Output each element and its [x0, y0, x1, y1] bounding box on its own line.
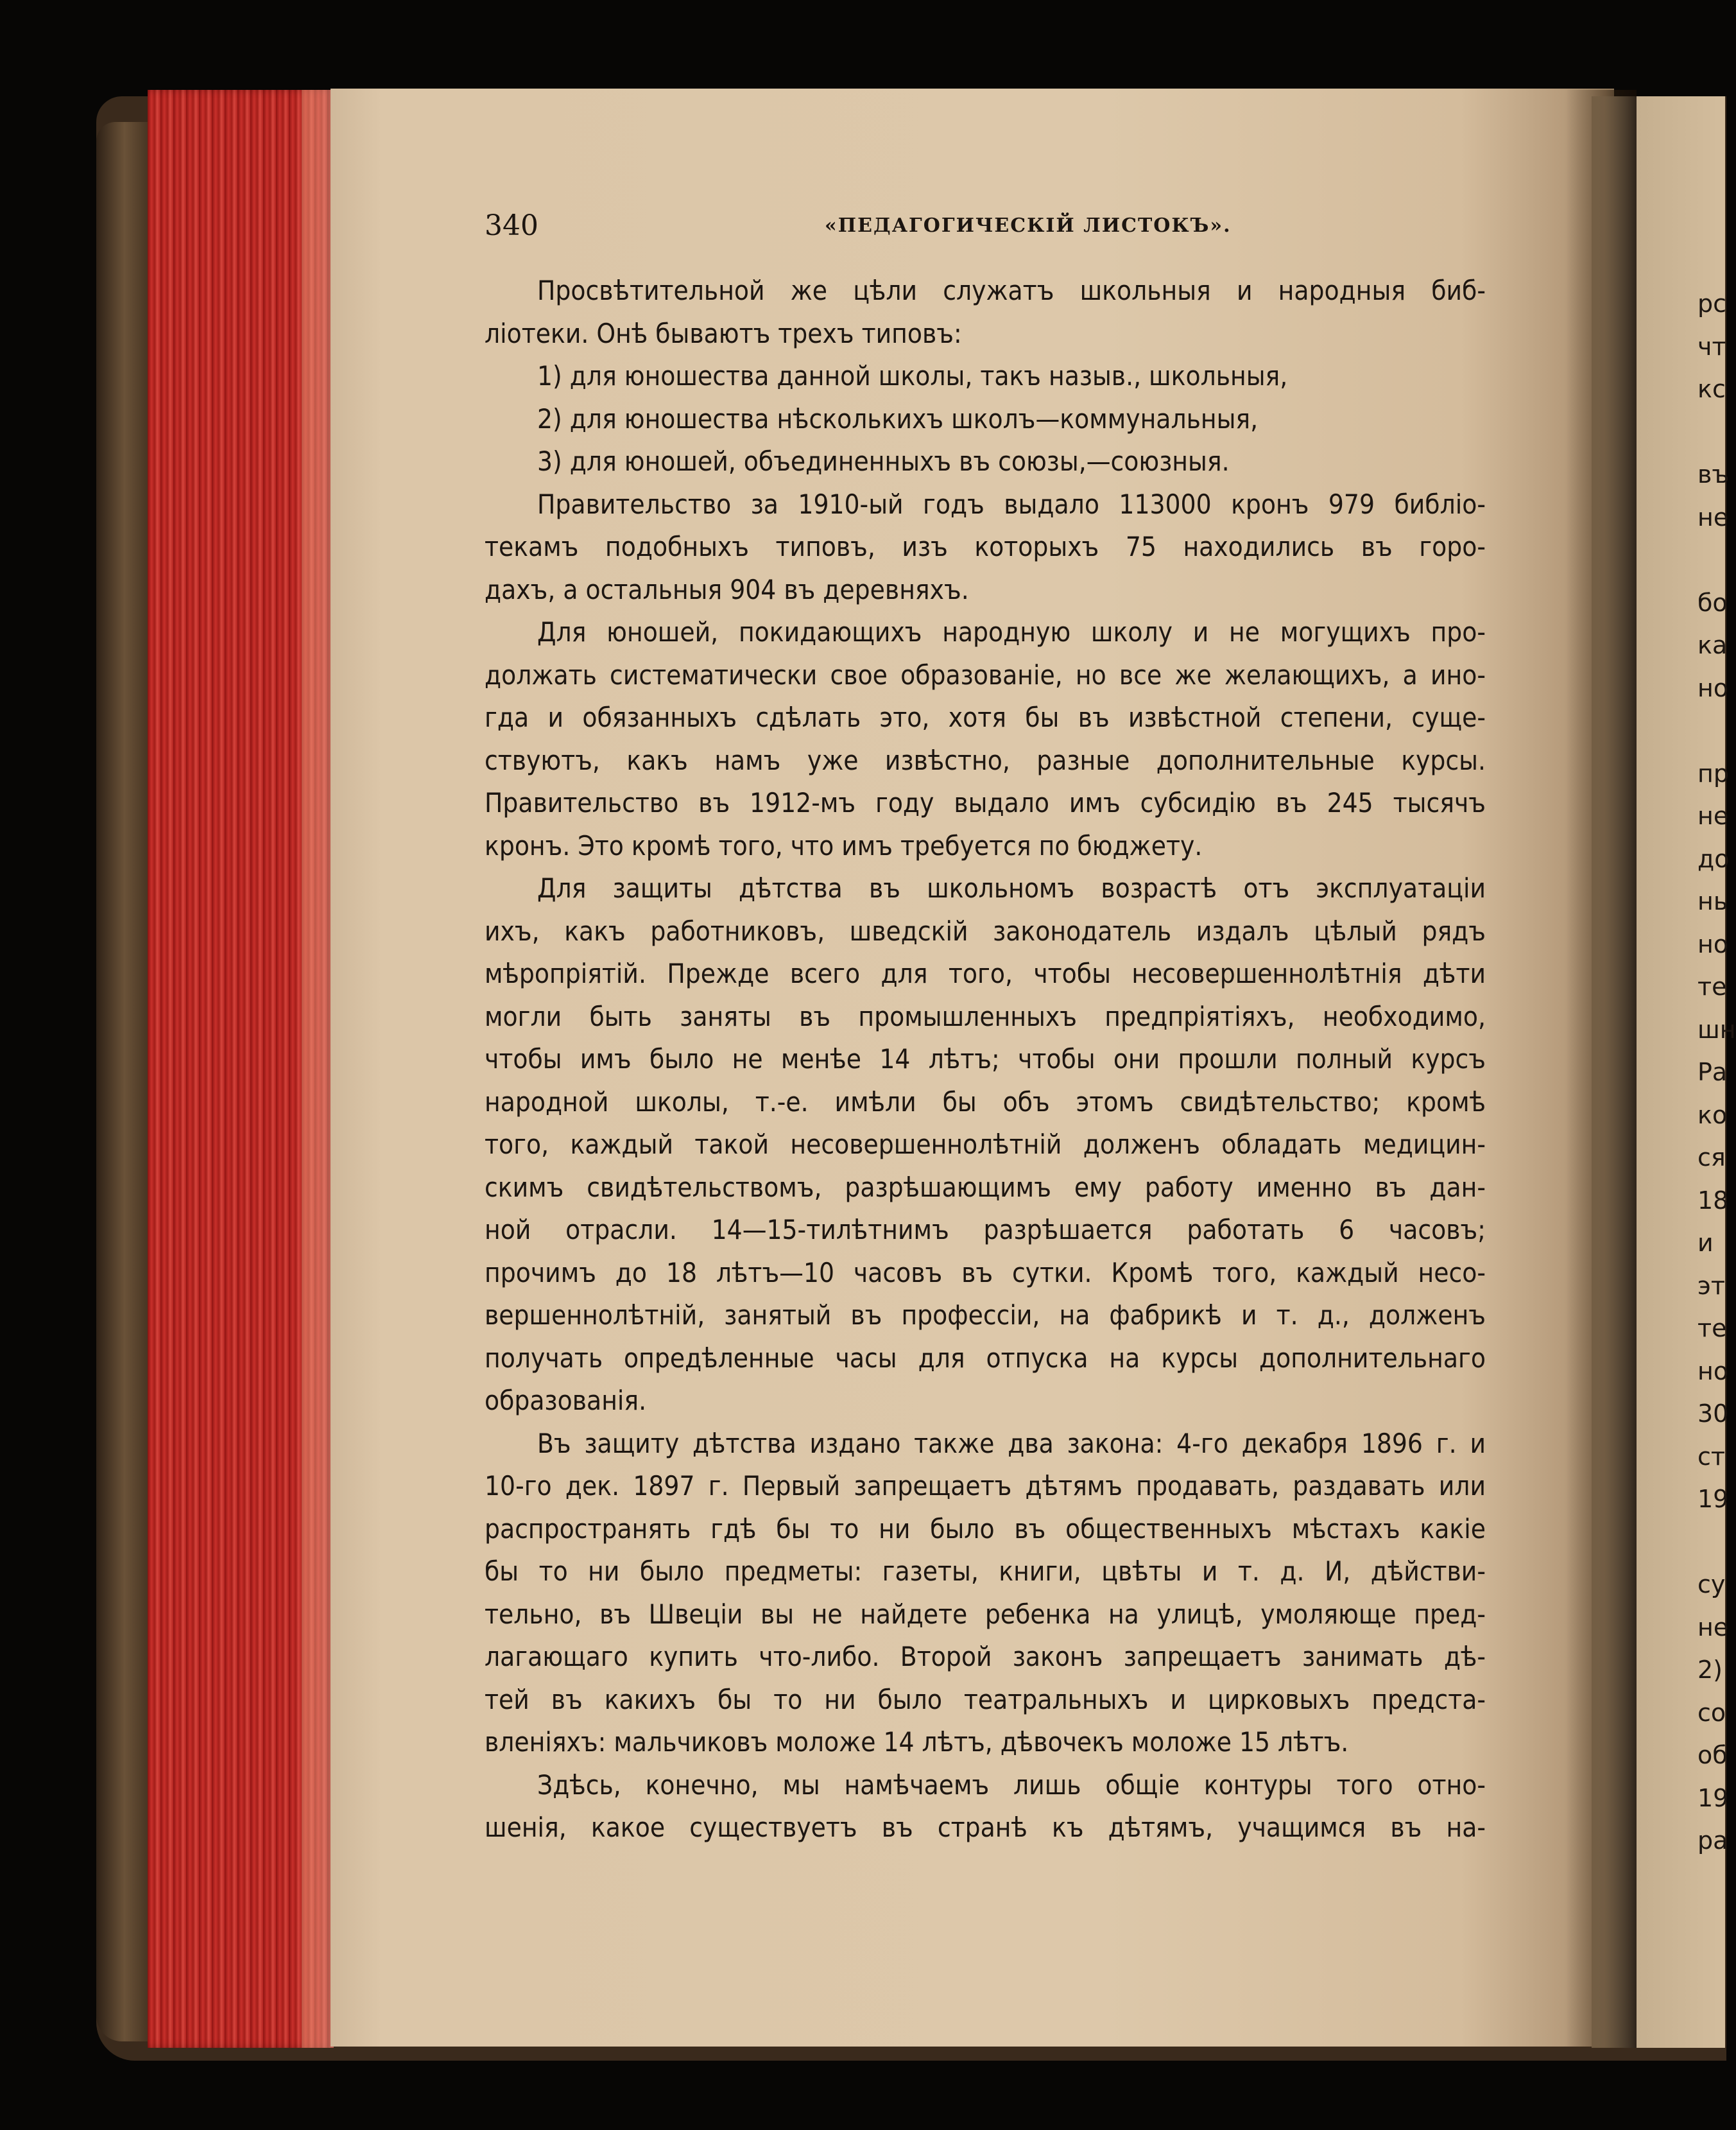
- text-line: Въ защиту дѣтства издано также два закона: 4-го декабря 1896 г. и: [537, 1427, 1486, 1459]
- text-line: шенія, какое существуетъ въ странѣ къ дѣтямъ, учащимся въ на-: [485, 1812, 1486, 1843]
- text-fragment: 30: [1697, 1399, 1729, 1428]
- text-fragment: Ра: [1697, 1058, 1728, 1086]
- text-fragment: [1697, 1521, 1725, 1564]
- text-line: вленіяхъ: мальчиковъ моложе 14 лѣтъ, дѣвочекъ моложе 15 лѣтъ.: [485, 1726, 1349, 1758]
- text-fragment: [1697, 411, 1725, 454]
- text-fragment: ст: [1697, 1442, 1726, 1471]
- text-line: мѣропріятій. Прежде всего для того, чтобы несовершеннолѣтнія дѣти: [485, 958, 1486, 989]
- text-fragment: нь: [1697, 887, 1728, 915]
- text-fragment: и: [1697, 1229, 1714, 1257]
- right-page-text-fragments: [1697, 282, 1736, 1862]
- text-line: вершеннолѣтній, занятый въ профессіи, на фабрикѣ и т. д., долженъ: [485, 1299, 1486, 1331]
- text-fragment: до: [1697, 844, 1730, 873]
- book-gutter: [1566, 90, 1637, 2048]
- text-fragment: ко: [1697, 1100, 1728, 1129]
- text-fragment: но: [1697, 673, 1729, 702]
- text-fragment: [1697, 709, 1725, 752]
- text-fragment: 19: [1697, 1485, 1729, 1513]
- running-title: «ПЕДАГОГИЧЕСКІЙ ЛИСТОКЪ».: [825, 214, 1232, 237]
- text-line: того, каждый такой несовершеннолѣтній долженъ обладать медицин-: [485, 1129, 1486, 1160]
- text-fragment: об: [1697, 1741, 1728, 1769]
- text-fragment: ра: [1697, 1826, 1728, 1855]
- text-line: дахъ, а остальныя 904 въ деревняхъ.: [485, 573, 969, 605]
- list-item: 2) для юношества нѣсколькихъ школъ—коммунальныя,: [537, 403, 1259, 435]
- text-line: чтобы имъ было не менѣе 14 лѣтъ; чтобы они прошли полный курсъ: [485, 1043, 1486, 1075]
- text-fragment: не: [1697, 503, 1729, 532]
- text-line: Правительство въ 1912-мъ году выдало имъ субсидію въ 245 тысячъ: [485, 787, 1486, 818]
- text-fragment: 2): [1697, 1656, 1723, 1684]
- text-line: Для защиты дѣтства въ школьномъ возрастѣ отъ эксплуатаціи: [537, 872, 1486, 904]
- text-fragment: 18: [1697, 1186, 1729, 1215]
- text-line: образованія.: [485, 1385, 647, 1416]
- text-line: текамъ подобныхъ типовъ, изъ которыхъ 75 находились въ горо-: [485, 531, 1486, 562]
- text-line: Здѣсь, конечно, мы намѣчаемъ лишь общіе контуры того отно-: [537, 1769, 1486, 1801]
- text-line: должать систематически свое образованіе, но все же желающихъ, а ино-: [485, 659, 1486, 691]
- list-item: 3) для юношей, объединенныхъ въ союзы,—союзныя.: [537, 446, 1230, 477]
- text-fragment: со: [1697, 1698, 1726, 1727]
- text-fragment: чт: [1697, 332, 1726, 361]
- text-line: скимъ свидѣтельствомъ, разрѣшающимъ ему работу именно въ дан-: [485, 1171, 1486, 1203]
- text-fragment: но: [1697, 930, 1729, 958]
- text-line: лагающаго купить что-либо. Второй законъ запрещаетъ занимать дѣ-: [485, 1641, 1486, 1672]
- text-line: прочимъ до 18 лѣтъ—10 часовъ въ сутки. Кромѣ того, каждый несо-: [485, 1256, 1486, 1288]
- page-edge-highlight: [302, 90, 334, 2048]
- list-item: 1) для юношества данной школы, такъ назыв., школьныя,: [537, 360, 1288, 392]
- text-line: Правительство за 1910-ый годъ выдало 113000 кронъ 979 библіо-: [537, 488, 1486, 520]
- text-fragment: кс: [1697, 375, 1726, 403]
- text-line: Просвѣтительной же цѣли служатъ школьныя и народныя биб-: [537, 275, 1486, 306]
- text-line: ной отрасли. 14—15-тилѣтнимъ разрѣшается работать 6 часовъ;: [485, 1214, 1486, 1245]
- text-fragment: не: [1697, 802, 1729, 830]
- text-line: кронъ. Это кромѣ того, что имъ требуется по бюджету.: [485, 829, 1203, 862]
- text-fragment: [1697, 539, 1725, 582]
- text-fragment: су: [1697, 1570, 1726, 1598]
- text-fragment: пр: [1697, 759, 1729, 788]
- text-fragment: шн: [1697, 1015, 1736, 1044]
- text-line: бы то ни было предметы: газеты, книги, цвѣты и т. д. И, дѣйстви-: [485, 1555, 1486, 1587]
- text-fragment: те: [1697, 1314, 1727, 1342]
- text-fragment: рс: [1697, 290, 1727, 318]
- text-line: распространять гдѣ бы то ни было въ общественныхъ мѣстахъ какіе: [485, 1512, 1486, 1545]
- text-line: получать опредѣленные часы для отпуска на курсы дополнительнаго: [485, 1342, 1486, 1374]
- text-fragment: 19: [1697, 1783, 1729, 1812]
- text-line: могли быть заняты въ промышленныхъ предпріятіяхъ, необходимо,: [485, 1000, 1486, 1032]
- text-fragment: въ: [1697, 460, 1730, 489]
- page-header: [485, 207, 1486, 245]
- text-line: тельно, въ Швеціи вы не найдете ребенка на улицѣ, умоляюще пред-: [485, 1598, 1486, 1630]
- text-fragment: эт: [1697, 1271, 1725, 1300]
- page-number: 340: [485, 209, 538, 242]
- text-line: ихъ, какъ работниковъ, шведскій законодатель издалъ цѣлый рядъ: [485, 915, 1486, 947]
- text-line: ліотеки. Онѣ бываютъ трехъ типовъ:: [485, 317, 962, 349]
- text-line: тей въ какихъ бы то ни было театральныхъ и цирковыхъ предста-: [485, 1683, 1486, 1715]
- text-line: Для юношей, покидающихъ народную школу и не могущихъ про-: [537, 616, 1486, 648]
- text-fragment: но: [1697, 1356, 1729, 1385]
- text-line: народной школы, т.-е. имѣли бы объ этомъ свидѣтельство; кромѣ: [485, 1086, 1486, 1118]
- text-line: 10-го дек. 1897 г. Первый запрещаетъ дѣтямъ продавать, раздавать или: [485, 1470, 1486, 1502]
- text-fragment: те: [1697, 973, 1727, 1001]
- body-text: [485, 270, 1486, 1849]
- text-fragment: ся: [1697, 1143, 1726, 1172]
- text-line: ствуютъ, какъ намъ уже извѣстно, разные дополнительные курсы.: [485, 744, 1486, 776]
- text-fragment: ка: [1697, 631, 1728, 659]
- text-fragment: не: [1697, 1613, 1729, 1641]
- text-line: гда и обязанныхъ сдѣлать это, хотя бы въ извѣстной степени, суще-: [485, 702, 1486, 733]
- text-fragment: бо: [1697, 588, 1728, 617]
